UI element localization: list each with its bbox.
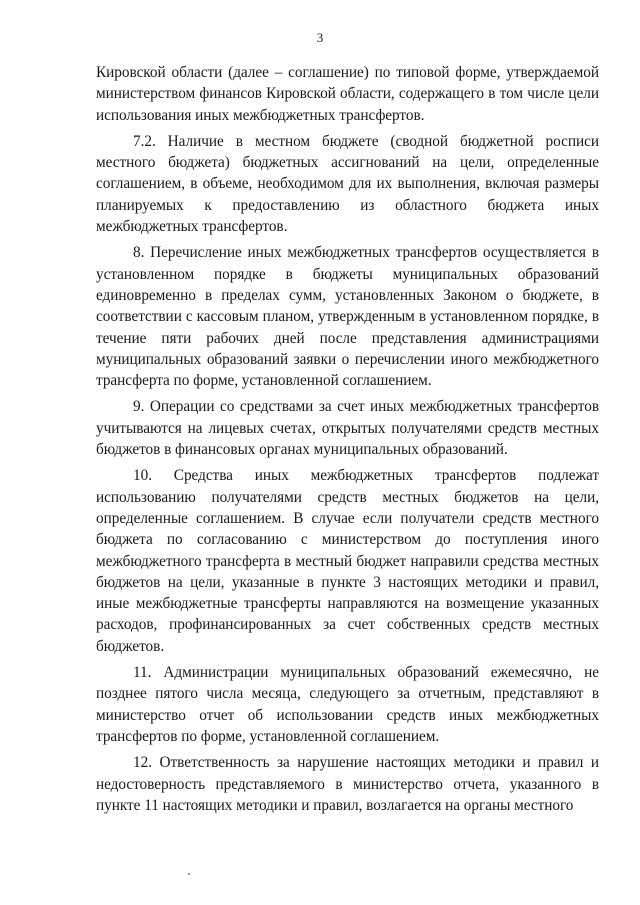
paragraph-11: 11. Администрации муниципальных образований ежемесячно, не позднее пятого числа месяца, следующего за отчетным, представляют в министерство отчет об использовании средств иных межбюджетных трансфертов по форме, установленной соглашением. [96, 664, 599, 745]
paragraph-12: 12. Ответственность за нарушение настоящих методики и правил и недостоверность представляемого в министерство отчета, указанного в пункте 11 настоящих методики и правил, возлагается на органы местного [96, 754, 599, 814]
paragraph-continuation: Кировской области (далее – соглашение) по типовой форме, утверждаемой министерством финансов Кировской области, содержащего в том числе цели использования иных межбюджетных трансфертов. [96, 64, 599, 124]
document-body [96, 62, 599, 821]
paragraph-10: 10. Средства иных межбюджетных трансфертов подлежат использованию получателями средств местных бюджетов на цели, определенные соглашением. В случае если получатели средств местного бюджета по согласованию с министерством до поступления иного межбюджетного трансферта в местный бюджет направили средства местных бюджетов на цели, указанные в пункте 3 настоящих методики и правил, иные межбюджетные трансферты направляются на возмещение указанных расходов, профинансированных за счет собственных средств местных бюджетов. [96, 467, 599, 655]
page-number: 3 [316, 30, 324, 45]
paragraph-9: 9. Операции со средствами за счет иных межбюджетных трансфертов учитываются на лицевых счетах, открытых получателями средств местных бюджетов в финансовых органах муниципальных образований. [96, 398, 599, 459]
paragraph-8: 8. Перечисление иных межбюджетных трансфертов осуществляется в установленном порядке в бюджеты муниципальных образований единовременно в пределах сумм, установленных Законом о бюджете, в соответствии с кассовым планом, утвержденным в установленном порядке, в течение пяти рабочих дней после представления администрациями муниципальных образований заявки о перечислении иного межбюджетного трансферта по форме, установленной соглашением. [96, 244, 599, 390]
scan-speck [188, 873, 190, 875]
paragraph-7-2: 7.2. Наличие в местном бюджете (сводной бюджетной росписи местного бюджета) бюджетных ассигнований на цели, определенные соглашением, в объеме, необходимом для их выполнения, включая размеры планируемых к предоставлению из областного бюджета иных межбюджетных трансфертов. [96, 132, 599, 236]
